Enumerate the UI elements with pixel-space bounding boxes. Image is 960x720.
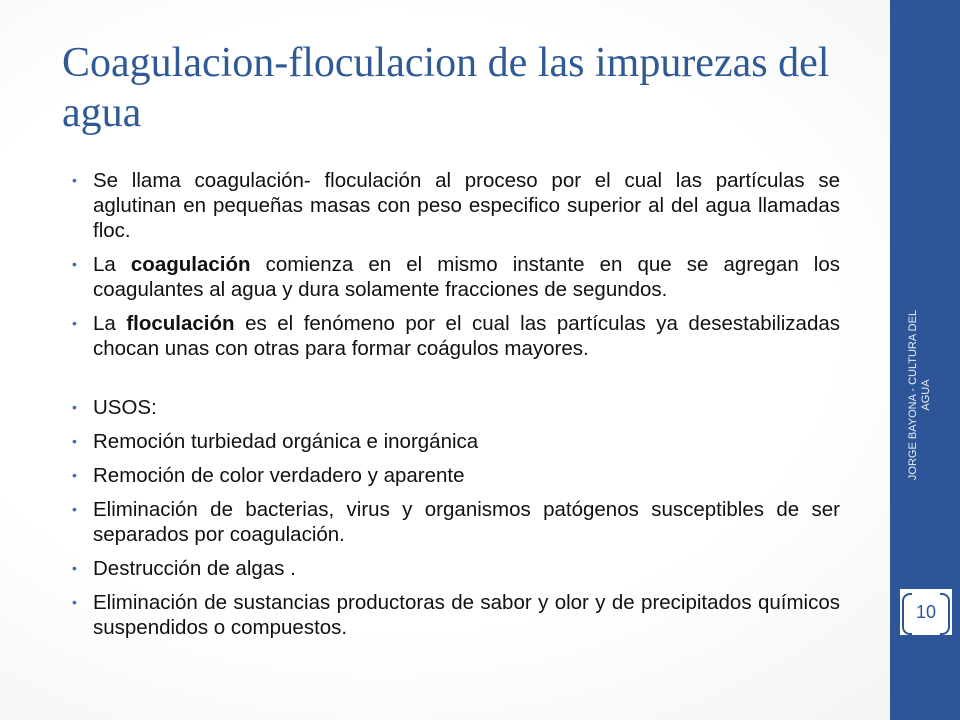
bullet-text: La [93,312,127,335]
bullet-text: La [93,253,131,276]
bullet-text: es el fenómeno por el cual las partículas ya desestabilizadas chocan unas con otras para formar coágulos mayores. [93,312,841,360]
bullet-text: USOS: [93,396,157,419]
bullet-text: comienza en el mismo instante en que se agregan los coagulantes al agua y dura solamente fracciones de segundos. [93,253,840,301]
bullet-icon: • [72,399,77,415]
slide-number-box [900,589,952,635]
slide-number: 10 [915,602,937,622]
bullet-item [72,497,840,547]
bullet-item [72,590,840,640]
bullet-item [72,311,840,361]
bullet-icon: • [72,433,77,449]
bullet-icon: • [72,501,77,517]
bullet-text: Eliminación de sustancias productoras de sabor y olor y de precipitados químicos suspendidos o compuestos. [93,591,840,639]
bullet-list [72,168,840,649]
bullet-term-coagulacion: coagulación [130,253,251,276]
bullet-text: Eliminación de bacterias, virus y organismos patógenos susceptibles de ser separados por coagulación. [93,498,840,546]
bullet-item [72,429,840,454]
bullet-text: Se llama coagulación- floculación al proceso por el cual las partículas se aglutinan en pequeñas masas con peso especifico superior al del agua llamadas floc. [93,169,840,242]
bullet-icon: • [72,467,77,483]
bullet-text: Remoción de color verdadero y aparente [93,464,465,487]
bullet-icon: • [72,315,77,331]
slide-title: Coagulacion-floculacion de las impurezas del agua [62,40,830,136]
bullet-item [72,395,840,420]
bullet-item [72,252,840,302]
bullet-icon: • [72,172,77,188]
footer-line: AGUA [920,379,932,411]
bullet-item [72,168,840,243]
footer-author [907,310,933,480]
bullet-text: Remoción turbiedad orgánica e inorgánica [93,430,479,453]
footer-line: JORGE BAYONA - CULTURA DEL [907,309,919,481]
bullet-term-floculacion: floculación [126,312,235,335]
bullet-icon: • [72,594,77,610]
bullet-text: Destrucción de algas . [93,557,296,580]
bullet-icon: • [72,256,77,272]
bullet-item [72,556,840,581]
bullet-icon: • [72,560,77,576]
bullet-item [72,463,840,488]
